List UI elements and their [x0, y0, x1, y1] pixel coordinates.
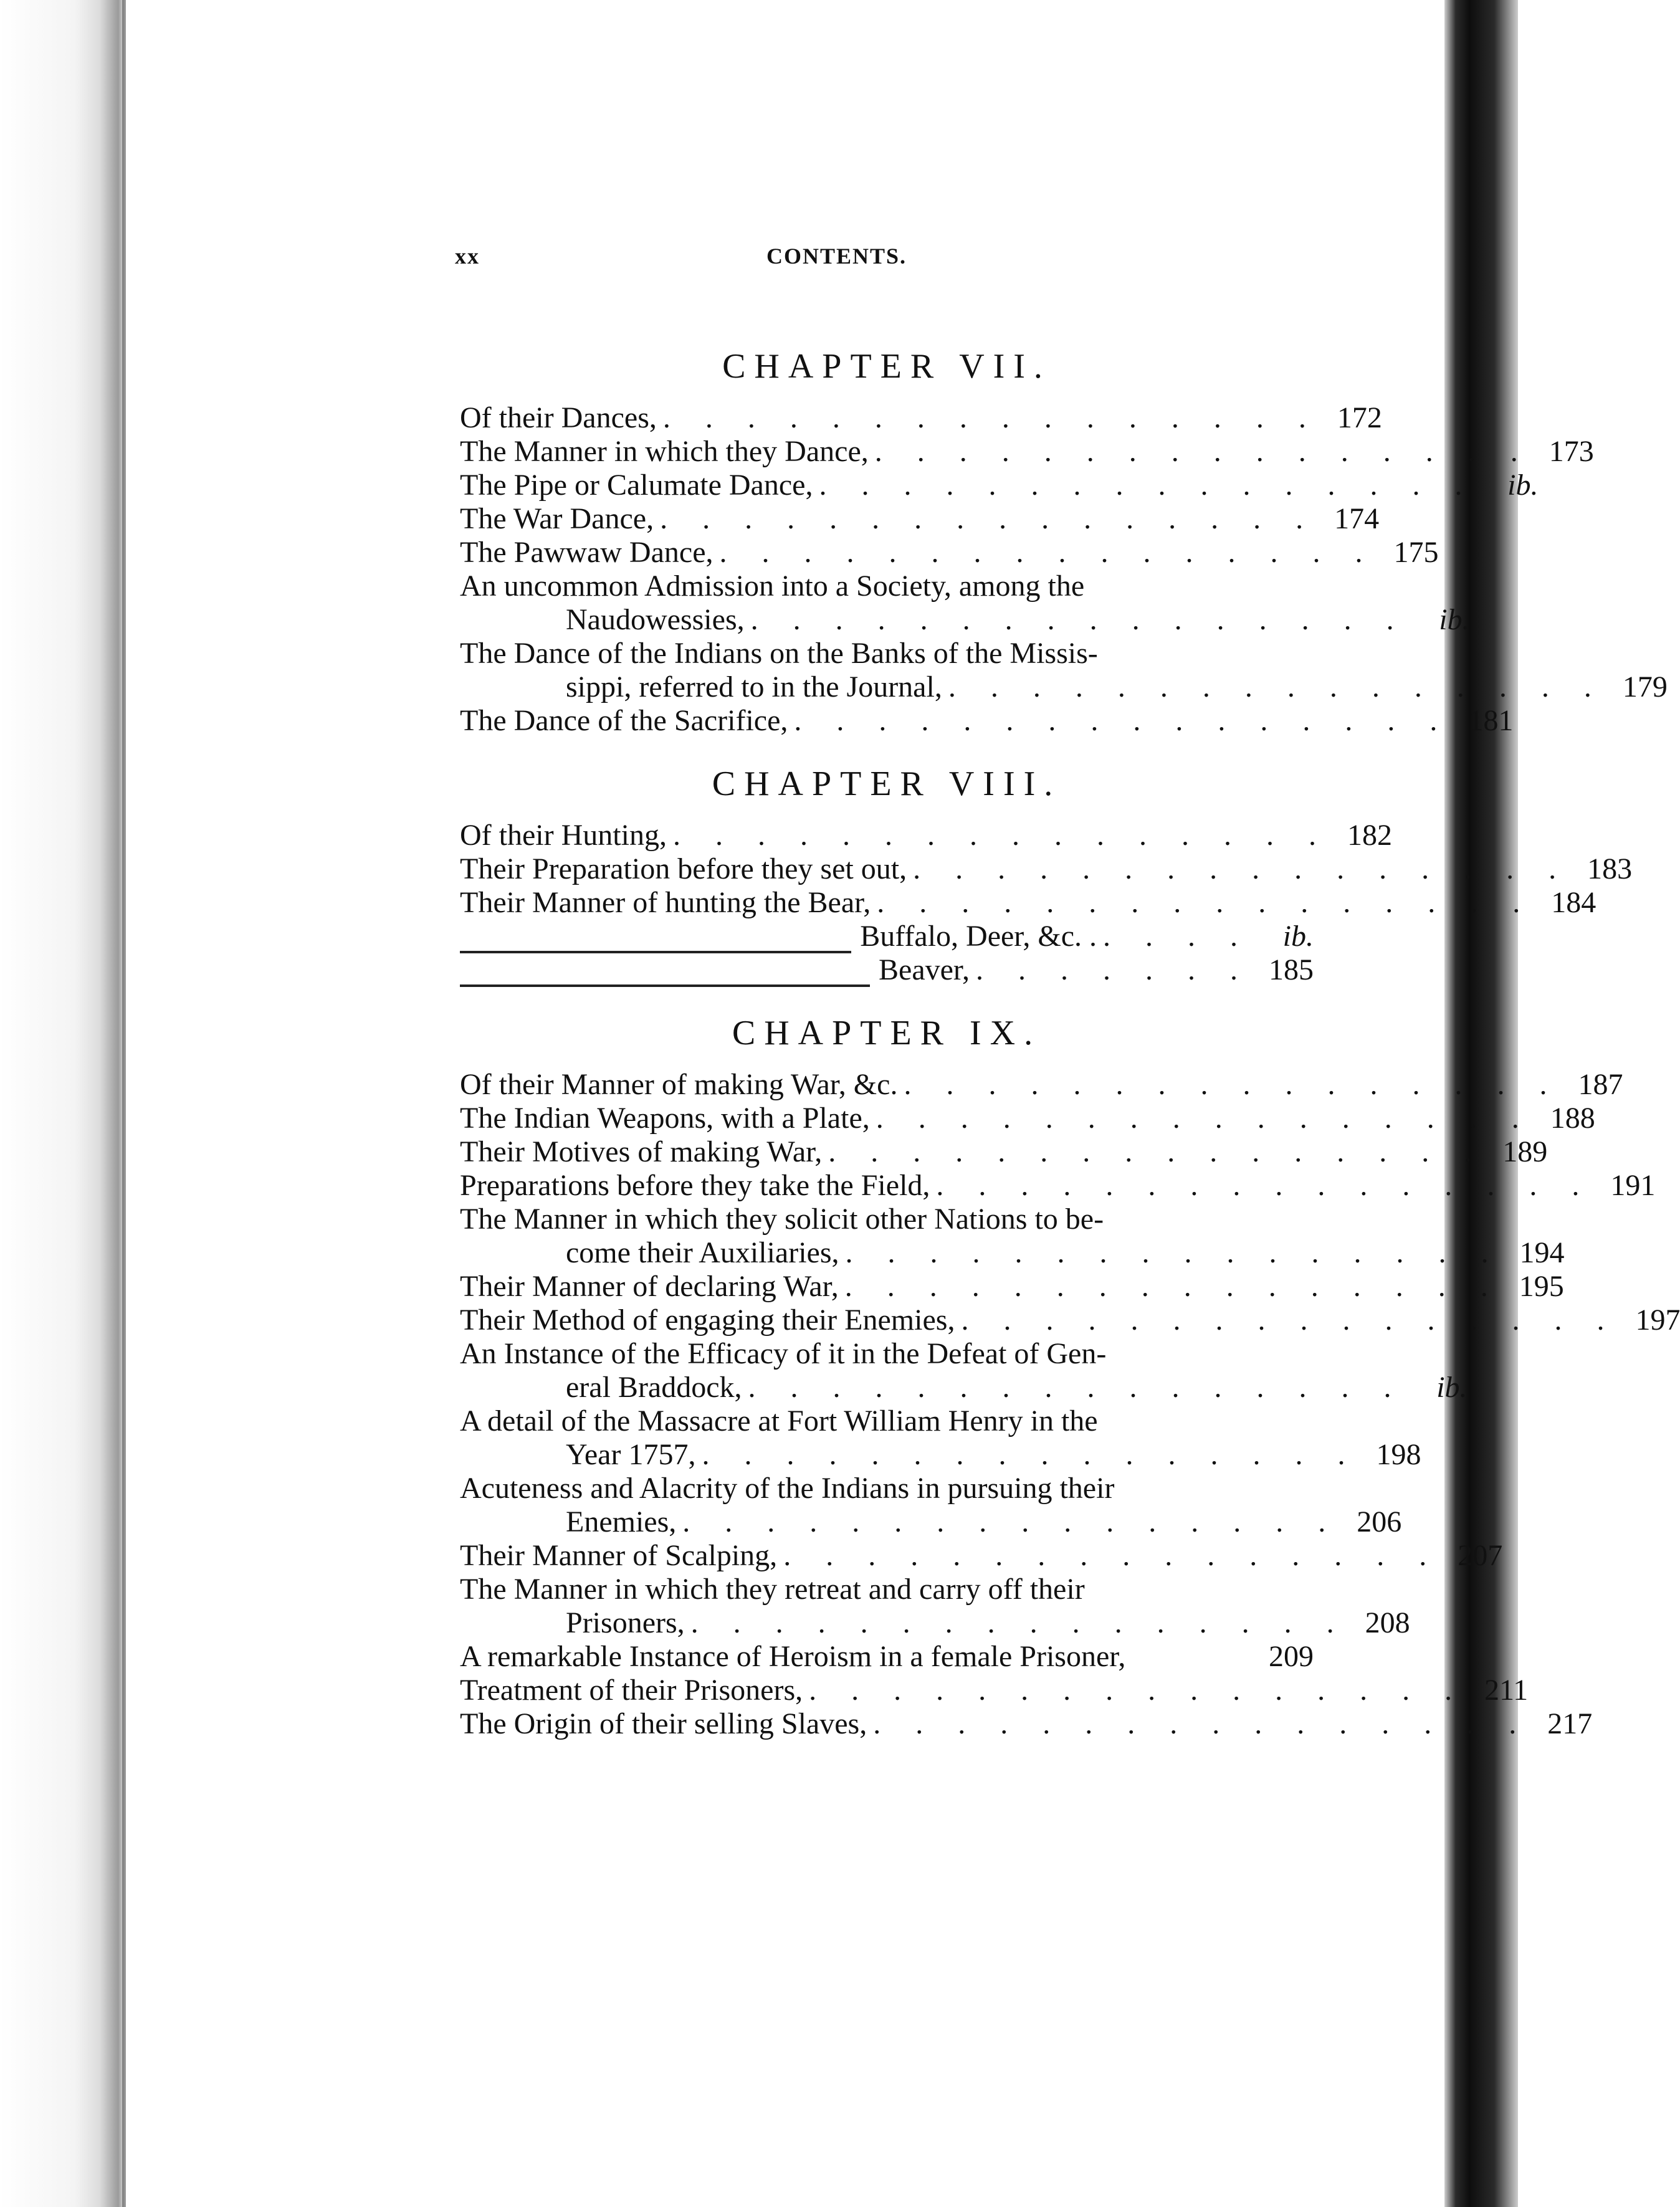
chapter-heading: CHAPTER VIII.	[712, 765, 1062, 803]
toc-entry-line: The Manner in which they solicit other Nations to be-	[460, 1203, 1104, 1236]
running-head-title: CONTENTS.	[766, 244, 907, 269]
page-folio: xx	[455, 244, 480, 269]
toc-entry: sippi, referred to in the Journal, . . . . . . . . . . . . . . . . 179	[566, 670, 1668, 703]
toc-entry: The Pipe or Calumate Dance, . . . . . . . . . . . . . . . . ib.	[460, 469, 1539, 502]
toc-entry: Their Preparation before they set out, . . . . . . . . . . . . . . . . 183	[460, 852, 1633, 885]
toc-entry: The Dance of the Sacrifice, . . . . . . . . . . . . . . . . 181	[460, 704, 1514, 737]
toc-entry: Enemies, . . . . . . . . . . . . . . . . 206	[566, 1505, 1402, 1538]
chapter-heading: CHAPTER VII.	[722, 347, 1051, 386]
toc-entry: Of their Dances, . . . . . . . . . . . . . . . . 172	[460, 401, 1382, 434]
toc-entry: Their Manner of hunting the Bear, . . . . . . . . . . . . . . . . 184	[460, 886, 1596, 919]
toc-entry: Of their Manner of making War, &c. . . . . . . . . . . . . . . . . 187	[460, 1068, 1623, 1101]
toc-entry: Preparations before they take the Field, . . . . . . . . . . . . . . . . 191	[460, 1169, 1656, 1202]
toc-entry-line: The Manner in which they retreat and carry off their	[460, 1573, 1085, 1606]
toc-entry-line: A detail of the Massacre at Fort William Henry in the	[460, 1404, 1098, 1437]
toc-entry: The Indian Weapons, with a Plate, . . . . . . . . . . . . . . . . 188	[460, 1102, 1595, 1135]
toc-entry-line: An Instance of the Efficacy of it in the Defeat of Gen-	[460, 1337, 1107, 1370]
toc-entry-line: An uncommon Admission into a Society, among the	[460, 570, 1085, 603]
toc-entry: Naudowessies, . . . . . . . . . . . . . . . . ib.	[566, 603, 1470, 636]
toc-entry: Year 1757, . . . . . . . . . . . . . . . . 198	[566, 1438, 1421, 1471]
toc-entry: Treatment of their Prisoners, . . . . . . . . . . . . . . . . 211	[460, 1674, 1529, 1707]
binding-margin	[0, 0, 125, 2207]
toc-entry: The Pawwaw Dance, . . . . . . . . . . . . . . . . 175	[460, 536, 1439, 569]
toc-entry: Beaver, . . . . . . . 185	[460, 953, 1314, 987]
chapter-heading: CHAPTER IX.	[732, 1014, 1042, 1052]
toc-entry: Buffalo, Deer, &c. . . . . . ib.	[460, 920, 1314, 953]
table-of-contents	[460, 336, 1680, 1741]
ditto-rule	[460, 920, 851, 953]
toc-entry: A remarkable Instance of Heroism in a female Prisoner, 209	[460, 1640, 1314, 1673]
ditto-rule	[460, 953, 870, 987]
toc-entry: Prisoners, . . . . . . . . . . . . . . . . 208	[566, 1606, 1410, 1639]
toc-entry-line: The Dance of the Indians on the Banks of the Missis-	[460, 637, 1098, 670]
toc-entry: Their Motives of making War, . . . . . . . . . . . . . . . . 189	[460, 1135, 1548, 1168]
toc-entry: The Manner in which they Dance, . . . . . . . . . . . . . . . . 173	[460, 435, 1594, 468]
toc-entry: come their Auxiliaries, . . . . . . . . . . . . . . . . 194	[566, 1236, 1565, 1269]
toc-entry: The War Dance, . . . . . . . . . . . . . . . . 174	[460, 502, 1380, 535]
toc-entry: Their Manner of Scalping, . . . . . . . . . . . . . . . . 207	[460, 1539, 1503, 1572]
toc-entry: The Origin of their selling Slaves, . . . . . . . . . . . . . . . . 217	[460, 1707, 1593, 1740]
page-edge-shadow	[122, 0, 126, 2207]
running-head	[455, 243, 1452, 280]
toc-entry: eral Braddock, . . . . . . . . . . . . . . . . ib.	[566, 1371, 1468, 1404]
toc-entry: Their Method of engaging their Enemies, . . . . . . . . . . . . . . . . 197	[460, 1304, 1680, 1337]
toc-entry: Their Manner of declaring War, . . . . . . . . . . . . . . . . 195	[460, 1270, 1564, 1303]
toc-entry: Of their Hunting, . . . . . . . . . . . . . . . . 182	[460, 819, 1392, 852]
toc-entry-line: Acuteness and Alacrity of the Indians in pursuing their	[460, 1472, 1115, 1505]
